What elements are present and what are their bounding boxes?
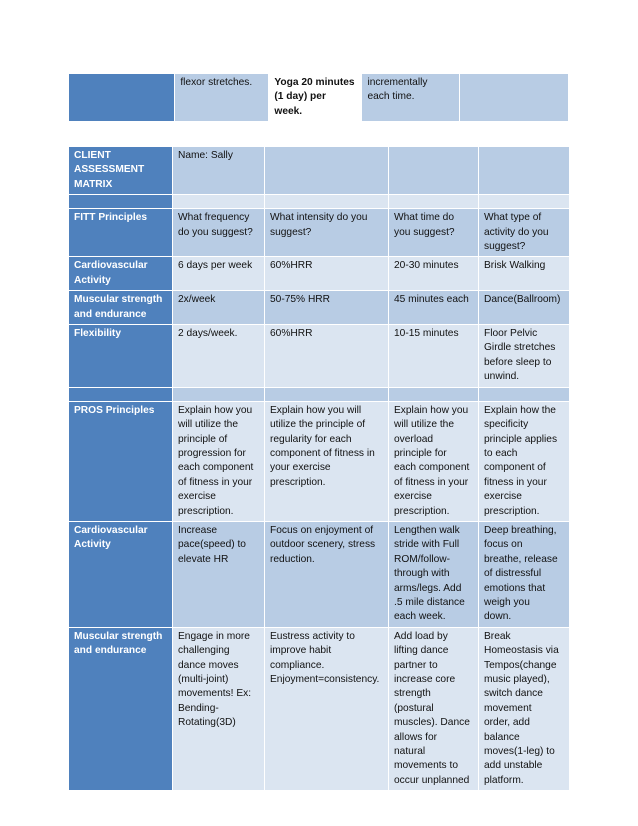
table-cell [173, 387, 265, 401]
matrix-title: CLIENT ASSESSMENT MATRIX [69, 147, 173, 195]
table-row [69, 291, 570, 325]
table-row [69, 627, 570, 790]
table-cell: 10-15 minutes [389, 325, 479, 388]
fitt-header-row [69, 209, 570, 257]
table-cell: 20-30 minutes [389, 257, 479, 291]
table-cell: Explain how you will utilize the principle of regularity for each component of fitness in your exercise prescription. [265, 401, 389, 521]
row-label: Muscular strength and endurance [69, 627, 173, 790]
table-cell [479, 387, 570, 401]
table-cell: Floor Pelvic Girdle stretches before sleep to unwind. [479, 325, 570, 388]
table-cell: What intensity do you suggest? [265, 209, 389, 257]
table-cell: Eustress activity to improve habit compliance. Enjoyment=consistency. [265, 627, 389, 790]
fitt-label: FITT Principles [69, 209, 173, 257]
table-cell [69, 195, 173, 209]
pros-label: PROS Principles [69, 401, 173, 521]
table-cell [173, 195, 265, 209]
table-cell [389, 195, 479, 209]
client-assessment-matrix-table [68, 146, 570, 791]
continued-table-fragment [68, 73, 569, 122]
table-cell: Increase pace(speed) to elevate HR [173, 521, 265, 627]
table-cell: flexor stretches. [175, 74, 269, 122]
spacer-row [69, 387, 570, 401]
table-row [69, 521, 570, 627]
table-row [69, 325, 570, 388]
table-cell [69, 74, 175, 122]
table-cell [479, 147, 570, 195]
table-cell [479, 195, 570, 209]
table-cell: 45 minutes each [389, 291, 479, 325]
table-cell: Add load by lifting dance partner to increase core strength (postural muscles). Dance allows for natural movements to occur unplanned [389, 627, 479, 790]
table-cell [265, 195, 389, 209]
table-cell: Yoga 20 minutes (1 day) per week. [269, 74, 362, 122]
row-label: Cardiovascular Activity [69, 521, 173, 627]
table-cell: Brisk Walking [479, 257, 570, 291]
table-cell: What time do you suggest? [389, 209, 479, 257]
table-cell: Dance(Ballroom) [479, 291, 570, 325]
table-cell: Lengthen walk stride with Full ROM/follow- through with arms/legs. Add .5 mile distance each week. [389, 521, 479, 627]
table-cell [459, 74, 568, 122]
table-cell: 60%HRR [265, 257, 389, 291]
table-cell: 6 days per week [173, 257, 265, 291]
table-cell: Explain how you will utilize the principle of progression for each component of fitness in your exercise prescription. [173, 401, 265, 521]
row-label: Cardiovascular Activity [69, 257, 173, 291]
table-cell: Deep breathing, focus on breathe, release of distressful emotions that weigh you down. [479, 521, 570, 627]
table-cell: What type of activity do you suggest? [479, 209, 570, 257]
table-cell [265, 147, 389, 195]
row-label: Flexibility [69, 325, 173, 388]
table-cell [69, 387, 173, 401]
table-cell: Explain how the specificity principle applies to each component of fitness in your exercise prescription. [479, 401, 570, 521]
pros-header-row [69, 401, 570, 521]
table-cell: Engage in more challenging dance moves (multi-joint) movements! Ex: Bending- Rotating(3D) [173, 627, 265, 790]
table-cell: 50-75% HRR [265, 291, 389, 325]
table-cell: 2 days/week. [173, 325, 265, 388]
row-label: Muscular strength and endurance [69, 291, 173, 325]
client-name: Name: Sally [173, 147, 265, 195]
spacer-row [69, 195, 570, 209]
table-cell: incrementally each time. [362, 74, 459, 122]
table-row [69, 147, 570, 195]
table-cell: Focus on enjoyment of outdoor scenery, stress reduction. [265, 521, 389, 627]
table-cell: 60%HRR [265, 325, 389, 388]
table-row [69, 257, 570, 291]
table-cell: 2x/week [173, 291, 265, 325]
table-cell: Explain how you will utilize the overload principle for each component of fitness in your exercise prescription. [389, 401, 479, 521]
table-row [69, 74, 569, 122]
table-cell [389, 147, 479, 195]
table-cell: What frequency do you suggest? [173, 209, 265, 257]
table-cell [389, 387, 479, 401]
table-cell [265, 387, 389, 401]
table-cell: Break Homeostasis via Tempos(change music played), switch dance movement order, add balance moves(1-leg) to add unstable platform. [479, 627, 570, 790]
